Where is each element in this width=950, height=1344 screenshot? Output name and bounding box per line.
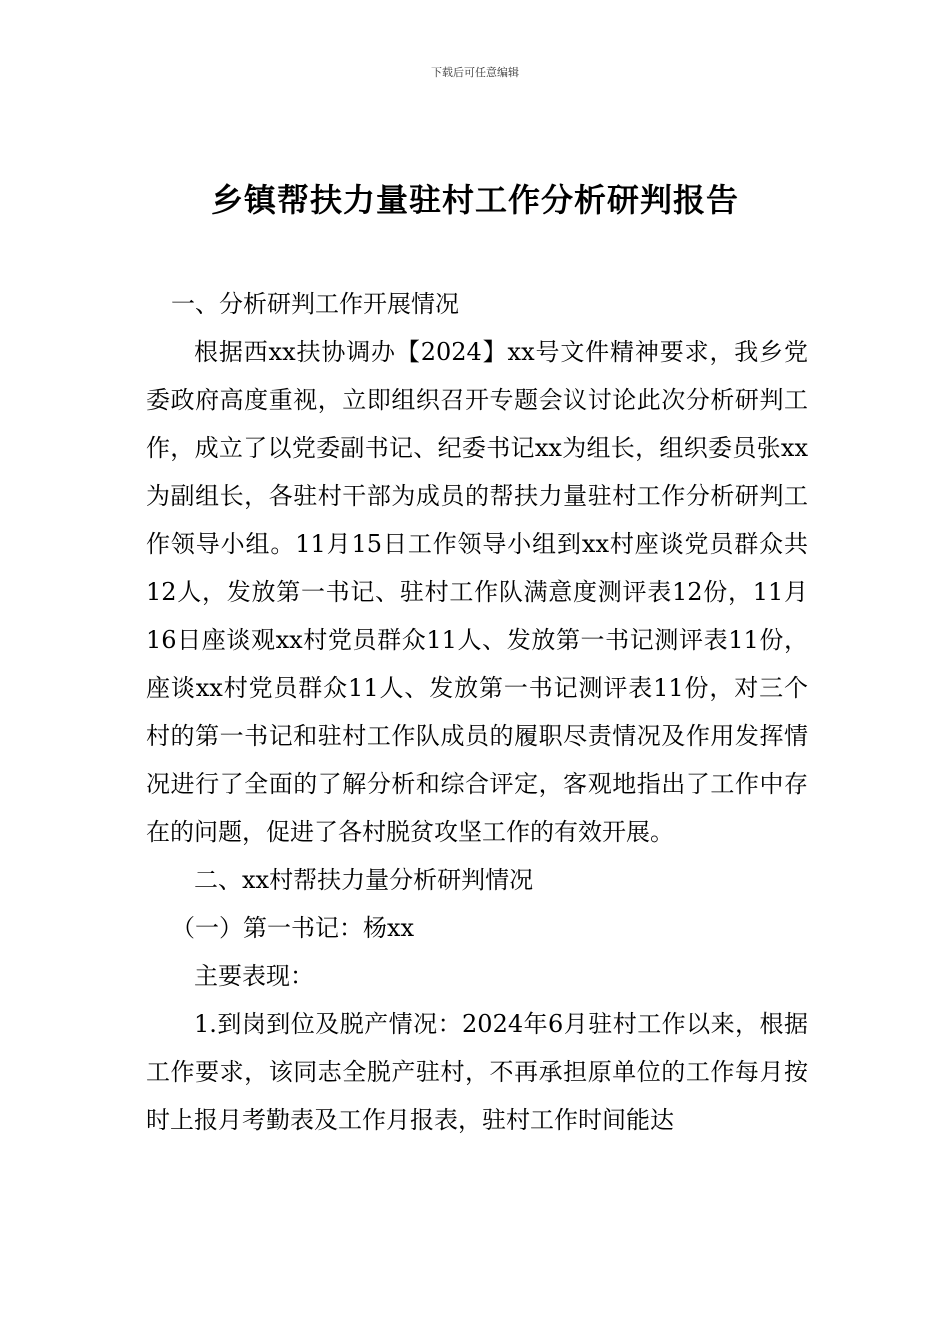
section-2-subheading-1: （一）第一书记：杨xx: [171, 914, 415, 942]
section-2-heading: 二、xx村帮扶力量分析研判情况: [194, 866, 534, 894]
section-1-heading: 一、分析研判工作开展情况: [171, 290, 459, 318]
header-note: 下载后可任意编辑: [431, 66, 519, 79]
document-title: 乡镇帮扶力量驻村工作分析研判报告: [210, 181, 739, 219]
section-1-paragraph: 根据西xx扶协调办【2024】xx号文件精神要求，我乡党委政府高度重视，立即组织召开专题会议讨论此次分析研判工作，成立了以党委副书记、纪委书记xx为组长，组织委员张xx为副组长，各驻村干部为成员的帮扶力量驻村工作分析研判工作领导小组。11月15日工作领导小组到xx村座谈党员群众共12人，发放第一书记、驻村工作队满意度测评表12份，11月16日座谈观xx村党员群众11人、发放第一书记测评表11份，座谈xx村党员群众11人、发放第一书记测评表11份，对三个村的第一书记和驻村工作队成员的履职尽责情况及作用发挥情况进行了全面的了解分析和综合评定，客观地指出了工作中存在的问题，促进了各村脱贫攻坚工作的有效开展。: [146, 338, 808, 846]
main-performance-label: 主要表现：: [194, 962, 314, 990]
item-1-paragraph: 1.到岗到位及脱产情况：2024年6月驻村工作以来，根据工作要求，该同志全脱产驻村，不再承担原单位的工作每月按时上报月考勤表及工作月报表，驻村工作时间能达: [146, 1010, 808, 1134]
document-body: [146, 280, 808, 1144]
